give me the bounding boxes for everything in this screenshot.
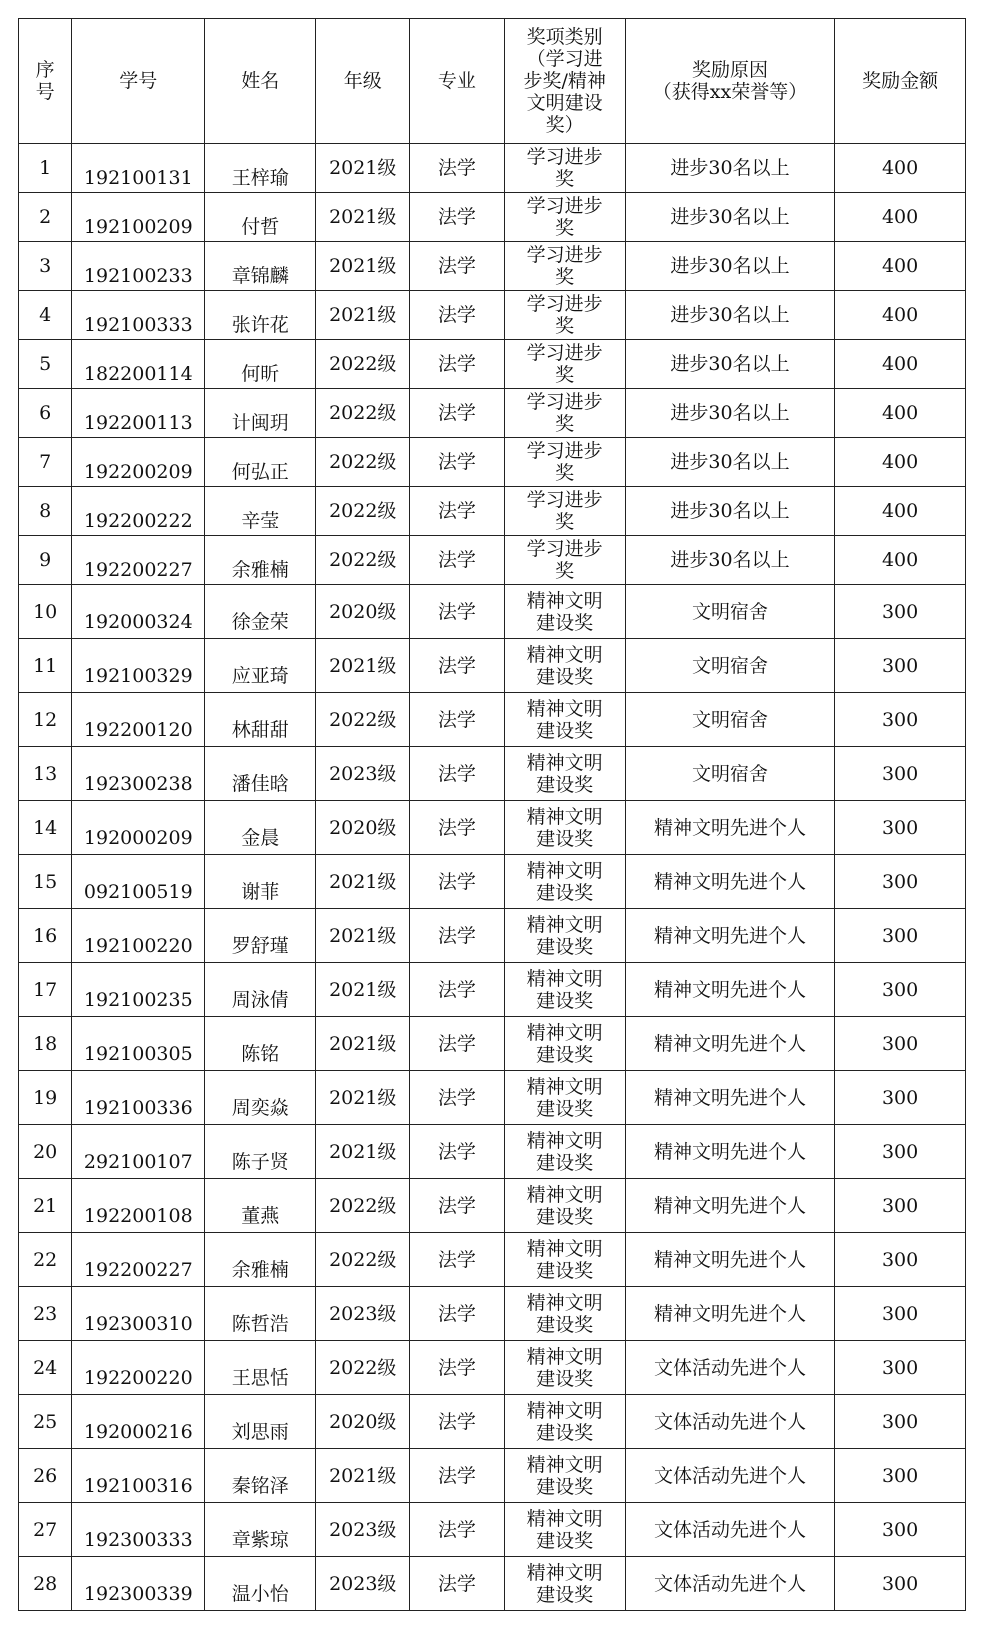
- cell-grade: 2023级: [316, 1287, 410, 1341]
- cell-reason: 文体活动先进个人: [625, 1503, 834, 1557]
- cell-category: 精神文明 建设奖: [504, 693, 625, 747]
- cell-major: 法学: [410, 144, 504, 193]
- cell-reason: 进步30名以上: [625, 340, 834, 389]
- cell-category: 学习进步 奖: [504, 340, 625, 389]
- cell-student-id: 192200113: [72, 389, 205, 438]
- cell-category: 学习进步 奖: [504, 438, 625, 487]
- cell-grade: 2021级: [316, 291, 410, 340]
- cell-category: 精神文明 建设奖: [504, 1503, 625, 1557]
- cell-student-id: 192200227: [72, 536, 205, 585]
- cell-student-id: 192200222: [72, 487, 205, 536]
- cell-amount: 300: [835, 1017, 966, 1071]
- cell-seq: 13: [19, 747, 72, 801]
- table-row: [19, 1017, 966, 1071]
- cell-name: 王梓瑜: [205, 144, 316, 193]
- cell-category: 学习进步 奖: [504, 144, 625, 193]
- cell-major: 法学: [410, 193, 504, 242]
- cell-amount: 300: [835, 1287, 966, 1341]
- table-row: [19, 1557, 966, 1611]
- cell-name: 林甜甜: [205, 693, 316, 747]
- cell-seq: 14: [19, 801, 72, 855]
- cell-major: 法学: [410, 1179, 504, 1233]
- table-row: [19, 639, 966, 693]
- cell-category: 精神文明 建设奖: [504, 1179, 625, 1233]
- cell-reason: 文体活动先进个人: [625, 1395, 834, 1449]
- cell-category: 精神文明 建设奖: [504, 639, 625, 693]
- cell-seq: 6: [19, 389, 72, 438]
- cell-student-id: 192300333: [72, 1503, 205, 1557]
- table-row: [19, 389, 966, 438]
- cell-major: 法学: [410, 585, 504, 639]
- cell-seq: 26: [19, 1449, 72, 1503]
- cell-major: 法学: [410, 747, 504, 801]
- cell-reason: 文明宿舍: [625, 693, 834, 747]
- cell-reason: 文体活动先进个人: [625, 1449, 834, 1503]
- cell-student-id: 192000324: [72, 585, 205, 639]
- cell-name: 刘思雨: [205, 1395, 316, 1449]
- cell-grade: 2021级: [316, 1017, 410, 1071]
- cell-name: 金晨: [205, 801, 316, 855]
- cell-reason: 进步30名以上: [625, 536, 834, 585]
- header-row: [19, 19, 966, 144]
- cell-reason: 精神文明先进个人: [625, 1071, 834, 1125]
- cell-grade: 2021级: [316, 1125, 410, 1179]
- cell-category: 学习进步 奖: [504, 389, 625, 438]
- cell-reason: 精神文明先进个人: [625, 1017, 834, 1071]
- cell-major: 法学: [410, 1395, 504, 1449]
- cell-amount: 300: [835, 1071, 966, 1125]
- cell-grade: 2023级: [316, 1503, 410, 1557]
- cell-seq: 25: [19, 1395, 72, 1449]
- cell-category: 精神文明 建设奖: [504, 1017, 625, 1071]
- cell-grade: 2020级: [316, 1395, 410, 1449]
- cell-name: 陈子贤: [205, 1125, 316, 1179]
- cell-name: 陈铭: [205, 1017, 316, 1071]
- cell-major: 法学: [410, 801, 504, 855]
- cell-reason: 精神文明先进个人: [625, 1287, 834, 1341]
- cell-name: 付哲: [205, 193, 316, 242]
- header-major: 专业: [410, 19, 504, 144]
- cell-amount: 300: [835, 801, 966, 855]
- cell-seq: 2: [19, 193, 72, 242]
- cell-student-id: 192100333: [72, 291, 205, 340]
- cell-seq: 19: [19, 1071, 72, 1125]
- cell-grade: 2022级: [316, 1341, 410, 1395]
- cell-major: 法学: [410, 438, 504, 487]
- cell-major: 法学: [410, 855, 504, 909]
- cell-major: 法学: [410, 1233, 504, 1287]
- cell-seq: 20: [19, 1125, 72, 1179]
- cell-reason: 精神文明先进个人: [625, 963, 834, 1017]
- cell-student-id: 192100233: [72, 242, 205, 291]
- cell-amount: 300: [835, 855, 966, 909]
- cell-name: 罗舒瑾: [205, 909, 316, 963]
- cell-category: 学习进步 奖: [504, 487, 625, 536]
- table-row: [19, 536, 966, 585]
- cell-amount: 400: [835, 242, 966, 291]
- cell-seq: 17: [19, 963, 72, 1017]
- cell-name: 谢菲: [205, 855, 316, 909]
- cell-student-id: 192100235: [72, 963, 205, 1017]
- award-table-body: [19, 144, 966, 1611]
- cell-category: 精神文明 建设奖: [504, 909, 625, 963]
- cell-student-id: 192100209: [72, 193, 205, 242]
- table-row: [19, 1071, 966, 1125]
- cell-amount: 300: [835, 963, 966, 1017]
- cell-grade: 2022级: [316, 1233, 410, 1287]
- table-row: [19, 1125, 966, 1179]
- cell-category: 精神文明 建设奖: [504, 585, 625, 639]
- cell-reason: 进步30名以上: [625, 144, 834, 193]
- table-row: [19, 801, 966, 855]
- cell-student-id: 192300238: [72, 747, 205, 801]
- cell-amount: 400: [835, 389, 966, 438]
- cell-student-id: 192100329: [72, 639, 205, 693]
- header-amount: 奖励金额: [835, 19, 966, 144]
- cell-student-id: 192100220: [72, 909, 205, 963]
- table-row: [19, 963, 966, 1017]
- cell-student-id: 192100305: [72, 1017, 205, 1071]
- table-row: [19, 242, 966, 291]
- cell-name: 章紫琼: [205, 1503, 316, 1557]
- table-row: [19, 909, 966, 963]
- cell-category: 精神文明 建设奖: [504, 1287, 625, 1341]
- cell-grade: 2020级: [316, 801, 410, 855]
- cell-reason: 精神文明先进个人: [625, 855, 834, 909]
- cell-reason: 进步30名以上: [625, 389, 834, 438]
- cell-seq: 5: [19, 340, 72, 389]
- cell-category: 学习进步 奖: [504, 193, 625, 242]
- cell-grade: 2021级: [316, 193, 410, 242]
- cell-reason: 进步30名以上: [625, 438, 834, 487]
- cell-category: 学习进步 奖: [504, 536, 625, 585]
- cell-major: 法学: [410, 389, 504, 438]
- cell-category: 精神文明 建设奖: [504, 1557, 625, 1611]
- cell-amount: 400: [835, 291, 966, 340]
- cell-student-id: 192100336: [72, 1071, 205, 1125]
- cell-seq: 3: [19, 242, 72, 291]
- table-row: [19, 747, 966, 801]
- cell-grade: 2023级: [316, 1557, 410, 1611]
- cell-major: 法学: [410, 1449, 504, 1503]
- cell-grade: 2021级: [316, 909, 410, 963]
- cell-grade: 2021级: [316, 855, 410, 909]
- award-table: [18, 18, 966, 1611]
- table-row: [19, 144, 966, 193]
- cell-grade: 2022级: [316, 389, 410, 438]
- cell-reason: 进步30名以上: [625, 291, 834, 340]
- table-row: [19, 855, 966, 909]
- table-row: [19, 693, 966, 747]
- cell-reason: 精神文明先进个人: [625, 801, 834, 855]
- cell-student-id: 192200120: [72, 693, 205, 747]
- cell-amount: 400: [835, 144, 966, 193]
- table-row: [19, 438, 966, 487]
- cell-seq: 4: [19, 291, 72, 340]
- cell-amount: 300: [835, 909, 966, 963]
- cell-grade: 2022级: [316, 1179, 410, 1233]
- cell-seq: 16: [19, 909, 72, 963]
- cell-student-id: 182200114: [72, 340, 205, 389]
- cell-amount: 300: [835, 1449, 966, 1503]
- table-row: [19, 291, 966, 340]
- cell-grade: 2021级: [316, 144, 410, 193]
- cell-name: 王思恬: [205, 1341, 316, 1395]
- cell-amount: 400: [835, 340, 966, 389]
- cell-reason: 精神文明先进个人: [625, 1179, 834, 1233]
- cell-name: 周泳倩: [205, 963, 316, 1017]
- cell-reason: 文明宿舍: [625, 639, 834, 693]
- cell-major: 法学: [410, 291, 504, 340]
- cell-reason: 精神文明先进个人: [625, 909, 834, 963]
- cell-category: 精神文明 建设奖: [504, 1071, 625, 1125]
- cell-name: 辛莹: [205, 487, 316, 536]
- table-row: [19, 487, 966, 536]
- cell-seq: 8: [19, 487, 72, 536]
- cell-grade: 2021级: [316, 963, 410, 1017]
- cell-grade: 2022级: [316, 487, 410, 536]
- cell-major: 法学: [410, 693, 504, 747]
- cell-seq: 18: [19, 1017, 72, 1071]
- cell-amount: 300: [835, 1233, 966, 1287]
- header-name: 姓名: [205, 19, 316, 144]
- cell-student-id: 192200209: [72, 438, 205, 487]
- cell-student-id: 292100107: [72, 1125, 205, 1179]
- cell-student-id: 192000209: [72, 801, 205, 855]
- cell-name: 张许花: [205, 291, 316, 340]
- cell-category: 精神文明 建设奖: [504, 747, 625, 801]
- cell-name: 章锦麟: [205, 242, 316, 291]
- cell-student-id: 192300310: [72, 1287, 205, 1341]
- cell-reason: 精神文明先进个人: [625, 1125, 834, 1179]
- table-row: [19, 1341, 966, 1395]
- cell-seq: 1: [19, 144, 72, 193]
- cell-student-id: 192100316: [72, 1449, 205, 1503]
- cell-amount: 300: [835, 693, 966, 747]
- cell-name: 周奕焱: [205, 1071, 316, 1125]
- table-row: [19, 585, 966, 639]
- header-category: 奖项类别 （学习进 步奖/精神 文明建设 奖）: [504, 19, 625, 144]
- cell-category: 精神文明 建设奖: [504, 1449, 625, 1503]
- cell-name: 何昕: [205, 340, 316, 389]
- cell-name: 温小怡: [205, 1557, 316, 1611]
- cell-seq: 24: [19, 1341, 72, 1395]
- cell-student-id: 192100131: [72, 144, 205, 193]
- cell-amount: 300: [835, 747, 966, 801]
- cell-amount: 400: [835, 536, 966, 585]
- cell-reason: 文体活动先进个人: [625, 1557, 834, 1611]
- cell-seq: 10: [19, 585, 72, 639]
- cell-major: 法学: [410, 963, 504, 1017]
- cell-seq: 15: [19, 855, 72, 909]
- cell-grade: 2022级: [316, 693, 410, 747]
- cell-amount: 400: [835, 487, 966, 536]
- cell-student-id: 092100519: [72, 855, 205, 909]
- cell-grade: 2022级: [316, 536, 410, 585]
- table-row: [19, 1179, 966, 1233]
- cell-amount: 300: [835, 639, 966, 693]
- cell-seq: 23: [19, 1287, 72, 1341]
- cell-reason: 进步30名以上: [625, 193, 834, 242]
- table-row: [19, 340, 966, 389]
- header-grade: 年级: [316, 19, 410, 144]
- cell-amount: 300: [835, 1557, 966, 1611]
- cell-reason: 精神文明先进个人: [625, 1233, 834, 1287]
- cell-grade: 2020级: [316, 585, 410, 639]
- cell-student-id: 192200227: [72, 1233, 205, 1287]
- cell-seq: 11: [19, 639, 72, 693]
- cell-amount: 400: [835, 193, 966, 242]
- cell-student-id: 192200108: [72, 1179, 205, 1233]
- cell-reason: 进步30名以上: [625, 242, 834, 291]
- cell-seq: 9: [19, 536, 72, 585]
- cell-amount: 300: [835, 1503, 966, 1557]
- cell-category: 学习进步 奖: [504, 242, 625, 291]
- cell-amount: 300: [835, 585, 966, 639]
- cell-major: 法学: [410, 1017, 504, 1071]
- cell-category: 精神文明 建设奖: [504, 1341, 625, 1395]
- cell-seq: 7: [19, 438, 72, 487]
- cell-major: 法学: [410, 1125, 504, 1179]
- cell-major: 法学: [410, 1071, 504, 1125]
- cell-grade: 2023级: [316, 747, 410, 801]
- cell-name: 计闽玥: [205, 389, 316, 438]
- cell-reason: 文明宿舍: [625, 747, 834, 801]
- cell-amount: 300: [835, 1341, 966, 1395]
- cell-reason: 文体活动先进个人: [625, 1341, 834, 1395]
- cell-name: 秦铭泽: [205, 1449, 316, 1503]
- cell-seq: 22: [19, 1233, 72, 1287]
- cell-grade: 2022级: [316, 438, 410, 487]
- cell-major: 法学: [410, 909, 504, 963]
- table-row: [19, 1503, 966, 1557]
- cell-category: 精神文明 建设奖: [504, 1395, 625, 1449]
- table-row: [19, 1233, 966, 1287]
- cell-amount: 400: [835, 438, 966, 487]
- table-row: [19, 1449, 966, 1503]
- cell-name: 董燕: [205, 1179, 316, 1233]
- table-row: [19, 1287, 966, 1341]
- cell-category: 精神文明 建设奖: [504, 1125, 625, 1179]
- cell-name: 潘佳晗: [205, 747, 316, 801]
- cell-name: 应亚琦: [205, 639, 316, 693]
- table-row: [19, 193, 966, 242]
- cell-grade: 2021级: [316, 639, 410, 693]
- cell-seq: 12: [19, 693, 72, 747]
- cell-name: 余雅楠: [205, 536, 316, 585]
- cell-reason: 进步30名以上: [625, 487, 834, 536]
- cell-seq: 27: [19, 1503, 72, 1557]
- cell-major: 法学: [410, 340, 504, 389]
- cell-student-id: 192300339: [72, 1557, 205, 1611]
- cell-amount: 300: [835, 1395, 966, 1449]
- cell-category: 精神文明 建设奖: [504, 855, 625, 909]
- header-reason: 奖励原因 （获得xx荣誉等）: [625, 19, 834, 144]
- cell-grade: 2022级: [316, 340, 410, 389]
- cell-category: 精神文明 建设奖: [504, 963, 625, 1017]
- cell-major: 法学: [410, 242, 504, 291]
- cell-grade: 2021级: [316, 1449, 410, 1503]
- cell-reason: 文明宿舍: [625, 585, 834, 639]
- cell-major: 法学: [410, 1341, 504, 1395]
- header-seq: 序 号: [19, 19, 72, 144]
- cell-major: 法学: [410, 1287, 504, 1341]
- header-student-id: 学号: [72, 19, 205, 144]
- cell-major: 法学: [410, 639, 504, 693]
- cell-category: 精神文明 建设奖: [504, 1233, 625, 1287]
- cell-seq: 28: [19, 1557, 72, 1611]
- cell-grade: 2021级: [316, 242, 410, 291]
- cell-major: 法学: [410, 536, 504, 585]
- cell-seq: 21: [19, 1179, 72, 1233]
- cell-name: 徐金荣: [205, 585, 316, 639]
- cell-amount: 300: [835, 1179, 966, 1233]
- cell-major: 法学: [410, 1503, 504, 1557]
- cell-name: 何弘正: [205, 438, 316, 487]
- cell-category: 精神文明 建设奖: [504, 801, 625, 855]
- cell-grade: 2021级: [316, 1071, 410, 1125]
- cell-name: 余雅楠: [205, 1233, 316, 1287]
- cell-student-id: 192000216: [72, 1395, 205, 1449]
- cell-student-id: 192200220: [72, 1341, 205, 1395]
- cell-amount: 300: [835, 1125, 966, 1179]
- cell-major: 法学: [410, 1557, 504, 1611]
- cell-category: 学习进步 奖: [504, 291, 625, 340]
- cell-major: 法学: [410, 487, 504, 536]
- table-row: [19, 1395, 966, 1449]
- cell-name: 陈哲浩: [205, 1287, 316, 1341]
